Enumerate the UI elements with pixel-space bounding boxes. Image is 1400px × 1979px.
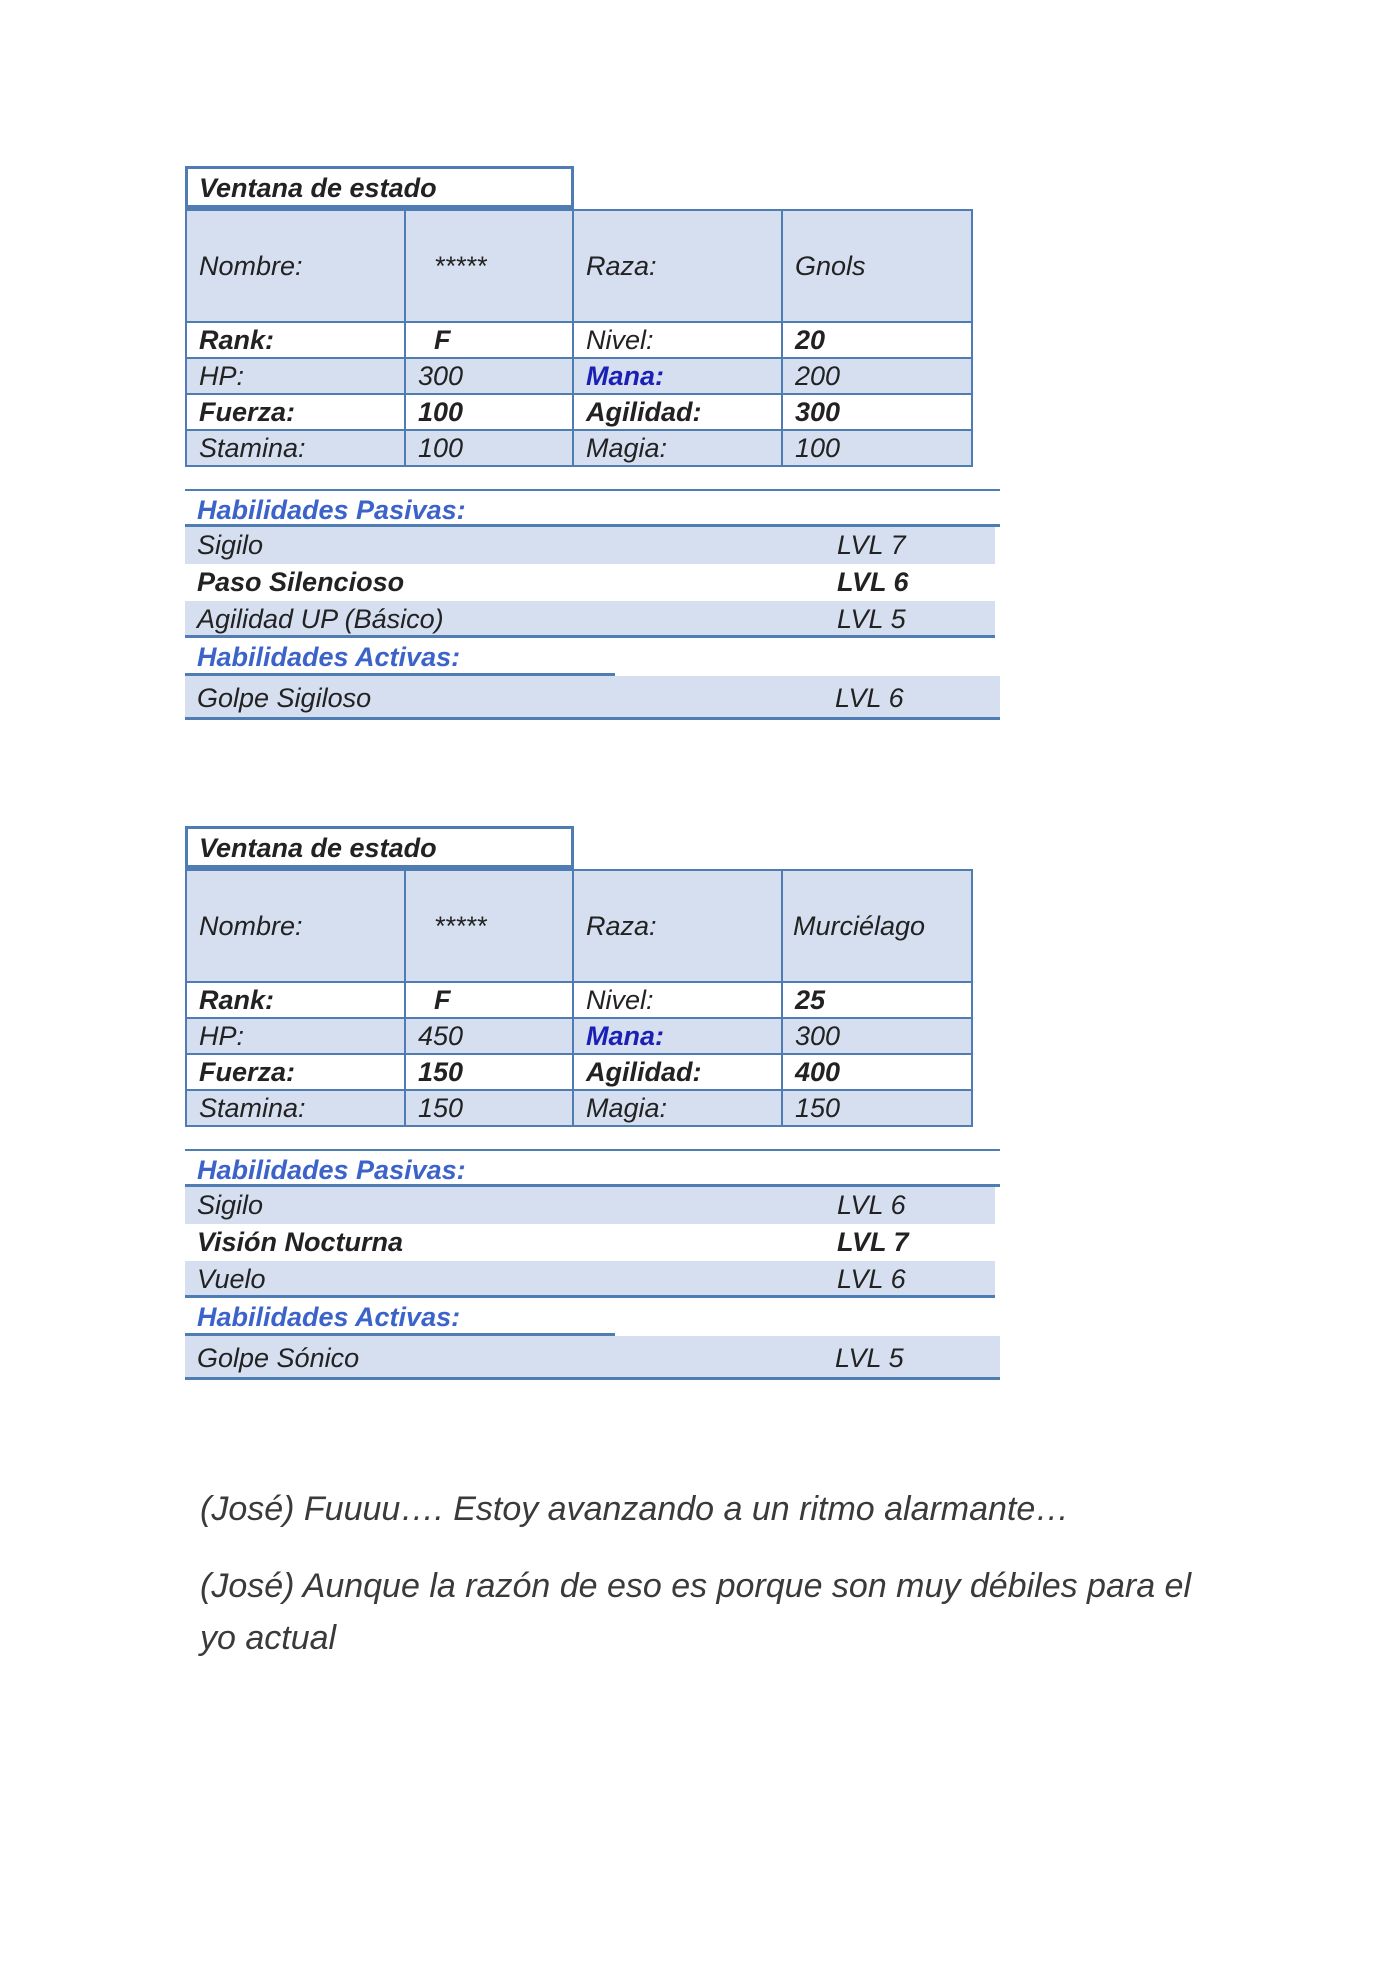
status-window [185, 826, 1000, 1380]
stat-value: 300 [782, 394, 972, 430]
stat-label: Nivel: [573, 982, 782, 1018]
status-window-title: Ventana de estado [185, 166, 574, 209]
skill-name: Vuelo [197, 1264, 266, 1294]
passive-skills-heading: Habilidades Pasivas: [185, 1149, 1000, 1187]
name-row [186, 870, 972, 982]
name-label: Nombre: [186, 210, 405, 322]
stats-table [185, 869, 973, 1127]
skill-name: Golpe Sigiloso [197, 683, 372, 713]
race-value: Gnols [782, 210, 972, 322]
stat-label: Agilidad: [573, 394, 782, 430]
race-value: Murciélago [782, 870, 972, 982]
name-label: Nombre: [186, 870, 405, 982]
skill-level: LVL 7 [837, 1227, 909, 1257]
stat-value: 20 [782, 322, 972, 358]
stat-value: F [405, 322, 573, 358]
race-label: Raza: [573, 210, 782, 322]
passive-skill-row [185, 1224, 995, 1261]
skill-level: LVL 6 [837, 1190, 906, 1220]
active-skills-heading: Habilidades Activas: [185, 1298, 615, 1336]
skills-section [185, 489, 1000, 720]
skill-level: LVL 7 [837, 530, 906, 560]
active-skills-heading: Habilidades Activas: [185, 638, 615, 676]
stat-value: 100 [405, 394, 573, 430]
skill-name: Sigilo [197, 1190, 264, 1220]
skill-name: Sigilo [197, 530, 264, 560]
stat-value: 300 [405, 358, 573, 394]
skill-level: LVL 6 [835, 683, 904, 713]
stat-value: 150 [405, 1054, 573, 1090]
stat-label: Fuerza: [186, 394, 405, 430]
skill-level: LVL 5 [835, 1343, 904, 1373]
stat-row [186, 1090, 972, 1126]
race-label: Raza: [573, 870, 782, 982]
name-value: ***** [405, 210, 573, 322]
stats-table [185, 209, 973, 467]
skill-level: LVL 6 [837, 1264, 906, 1294]
skill-name: Agilidad UP (Básico) [197, 604, 444, 634]
stat-value: 300 [782, 1018, 972, 1054]
stat-label: Mana: [573, 358, 782, 394]
stat-value: 450 [405, 1018, 573, 1054]
passive-skill-row [185, 564, 995, 601]
status-window [185, 166, 1000, 720]
passive-skill-row [185, 1187, 995, 1224]
passive-skill-row [185, 1261, 995, 1298]
stat-label: Stamina: [186, 1090, 405, 1126]
stat-row [186, 982, 972, 1018]
stat-label: Magia: [573, 430, 782, 466]
stat-value: F [405, 982, 573, 1018]
stat-row [186, 322, 972, 358]
status-window-title: Ventana de estado [185, 826, 574, 869]
stat-value: 100 [405, 430, 573, 466]
stat-label: Nivel: [573, 322, 782, 358]
name-value: ***** [405, 870, 573, 982]
passive-skill-row [185, 527, 995, 564]
skill-name: Paso Silencioso [197, 567, 405, 597]
stat-label: Rank: [186, 982, 405, 1018]
stat-label: Fuerza: [186, 1054, 405, 1090]
stat-label: Magia: [573, 1090, 782, 1126]
dialogue-line: (José) Aunque la razón de eso es porque son muy débiles para el yo actual [200, 1567, 1192, 1657]
stat-value: 25 [782, 982, 972, 1018]
stat-row [186, 358, 972, 394]
stat-label: HP: [186, 358, 405, 394]
stat-value: 400 [782, 1054, 972, 1090]
name-row [186, 210, 972, 322]
passive-skills-heading: Habilidades Pasivas: [185, 489, 1000, 527]
passive-skill-row [185, 601, 995, 638]
stat-value: 100 [782, 430, 972, 466]
stat-row [186, 1018, 972, 1054]
dialogue-line: (José) Fuuuu…. Estoy avanzando a un ritmo alarmante… [200, 1490, 1070, 1528]
skill-name: Golpe Sónico [197, 1343, 360, 1373]
stat-label: Stamina: [186, 430, 405, 466]
skill-level: LVL 5 [837, 604, 906, 634]
stat-value: 200 [782, 358, 972, 394]
stat-label: Agilidad: [573, 1054, 782, 1090]
stat-row [186, 394, 972, 430]
skills-section [185, 1149, 1000, 1380]
stat-label: Mana: [573, 1018, 782, 1054]
stat-label: HP: [186, 1018, 405, 1054]
active-skill-row [185, 1336, 1000, 1380]
active-skill-row [185, 676, 1000, 720]
skill-level: LVL 6 [837, 567, 909, 597]
skill-name: Visión Nocturna [197, 1227, 404, 1257]
stat-label: Rank: [186, 322, 405, 358]
stat-row [186, 1054, 972, 1090]
stat-value: 150 [405, 1090, 573, 1126]
stat-value: 150 [782, 1090, 972, 1126]
stat-row [186, 430, 972, 466]
